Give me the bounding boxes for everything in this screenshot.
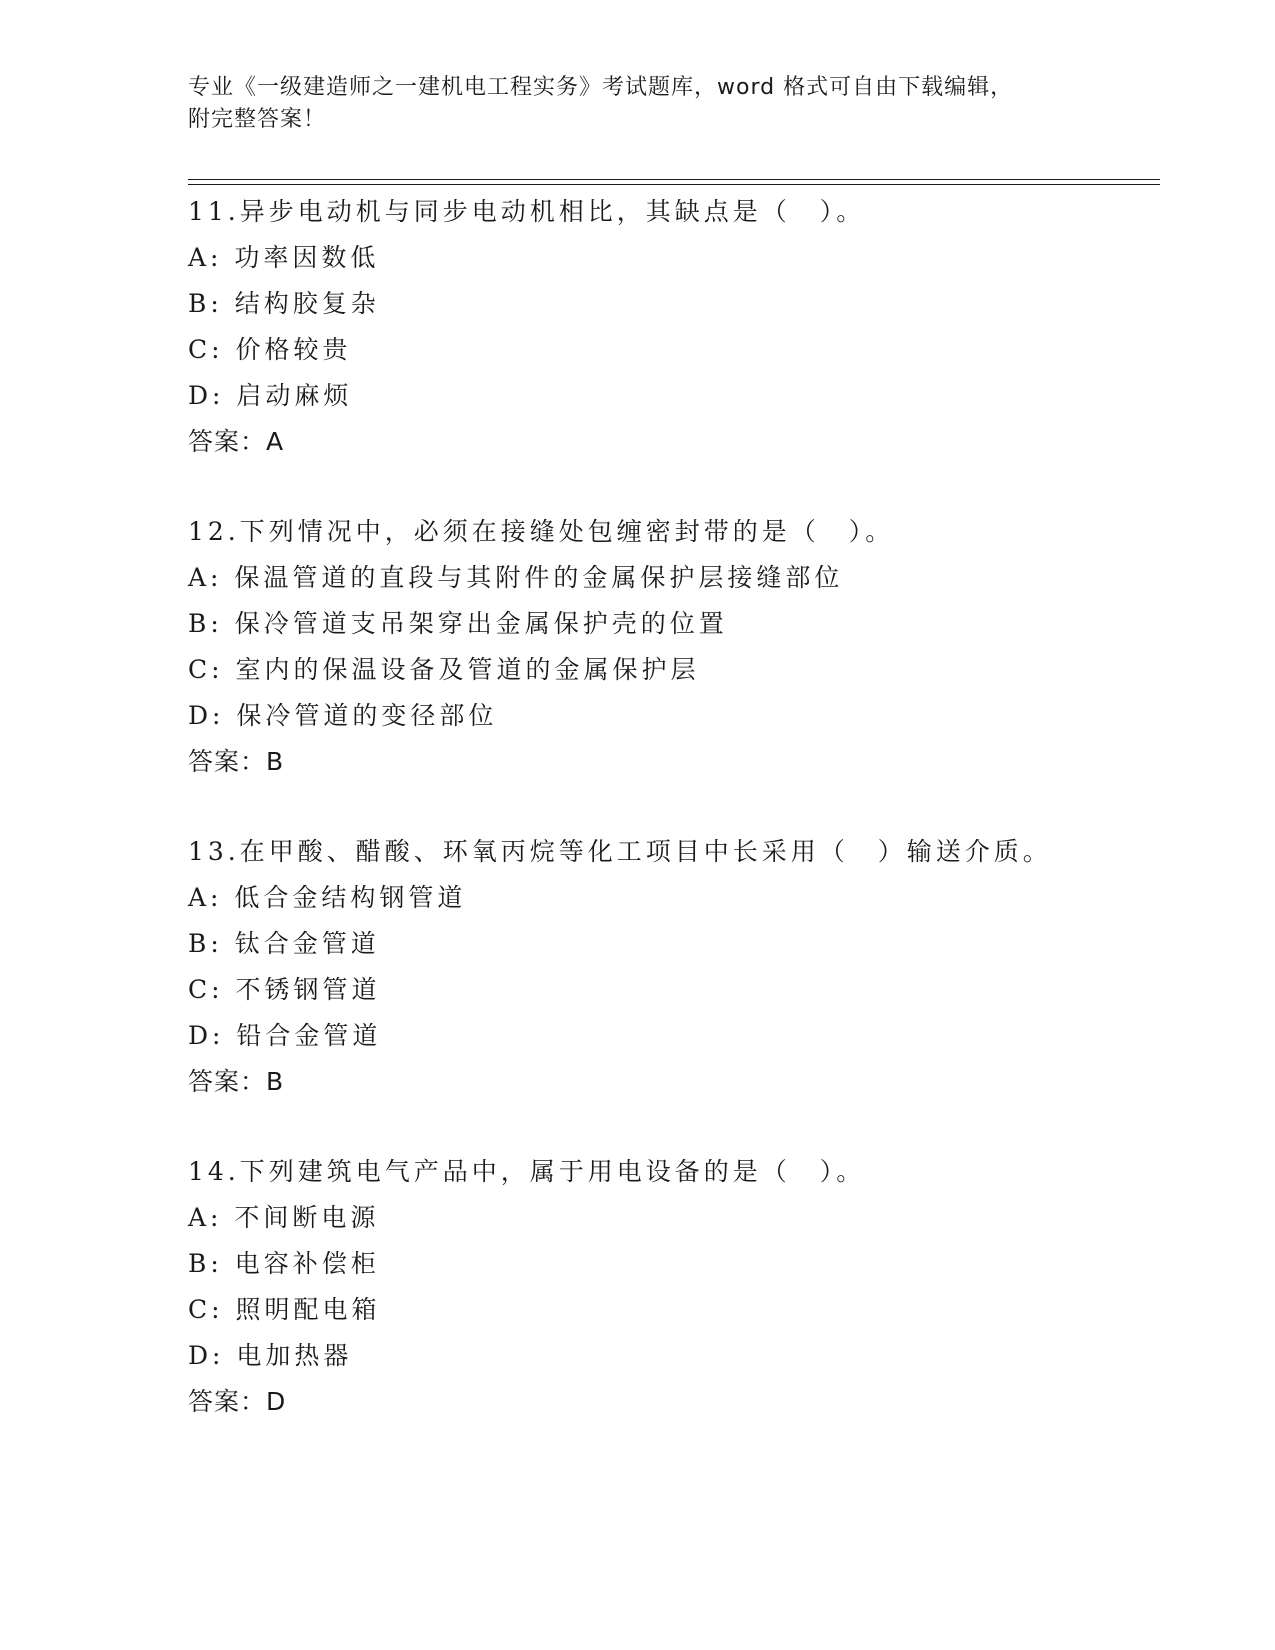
option-a: A: 保温管道的直段与其附件的金属保护层接缝部位 bbox=[188, 563, 844, 592]
answer-line: 答案：A bbox=[188, 427, 285, 456]
option-b: B: 保冷管道支吊架穿出金属保护壳的位置 bbox=[188, 609, 728, 638]
option-a: A: 不间断电源 bbox=[188, 1203, 380, 1232]
option-c: C: 照明配电箱 bbox=[188, 1295, 381, 1324]
header-line-2: 附完整答案！ bbox=[188, 107, 327, 132]
answer-line: 答案：B bbox=[188, 747, 285, 776]
question-12 bbox=[188, 509, 1148, 785]
header-line-1: 专业《一级建造师之一建机电工程实务》考试题库，word 格式可自由下载编辑， bbox=[188, 75, 1014, 100]
option-d: D: 铅合金管道 bbox=[188, 1021, 382, 1050]
header-divider-bottom bbox=[188, 184, 1160, 185]
option-d: D: 保冷管道的变径部位 bbox=[188, 701, 498, 730]
option-d: D: 电加热器 bbox=[188, 1341, 353, 1370]
option-b: B: 钛合金管道 bbox=[188, 929, 380, 958]
option-d: D: 启动麻烦 bbox=[188, 381, 353, 410]
option-c: C: 室内的保温设备及管道的金属保护层 bbox=[188, 655, 700, 684]
question-stem: 14.下列建筑电气产品中，属于用电设备的是（ ）。 bbox=[188, 1157, 866, 1186]
answer-line: 答案：B bbox=[188, 1067, 285, 1096]
question-stem: 11.异步电动机与同步电动机相比，其缺点是（ ）。 bbox=[188, 197, 866, 226]
question-13 bbox=[188, 829, 1148, 1105]
answer-line: 答案：D bbox=[188, 1387, 287, 1416]
question-stem: 13.在甲酸、醋酸、环氧丙烷等化工项目中长采用（ ）输送介质。 bbox=[188, 837, 1052, 866]
option-b: B: 电容补偿柜 bbox=[188, 1249, 380, 1278]
option-b: B: 结构胶复杂 bbox=[188, 289, 380, 318]
option-a: A: 功率因数低 bbox=[188, 243, 380, 272]
question-14 bbox=[188, 1149, 1148, 1425]
document-header bbox=[188, 72, 1088, 136]
option-a: A: 低合金结构钢管道 bbox=[188, 883, 467, 912]
question-11 bbox=[188, 189, 1148, 465]
question-stem: 12.下列情况中，必须在接缝处包缠密封带的是（ ）。 bbox=[188, 517, 895, 546]
header-divider-top bbox=[188, 179, 1160, 180]
option-c: C: 价格较贵 bbox=[188, 335, 352, 364]
option-c: C: 不锈钢管道 bbox=[188, 975, 381, 1004]
